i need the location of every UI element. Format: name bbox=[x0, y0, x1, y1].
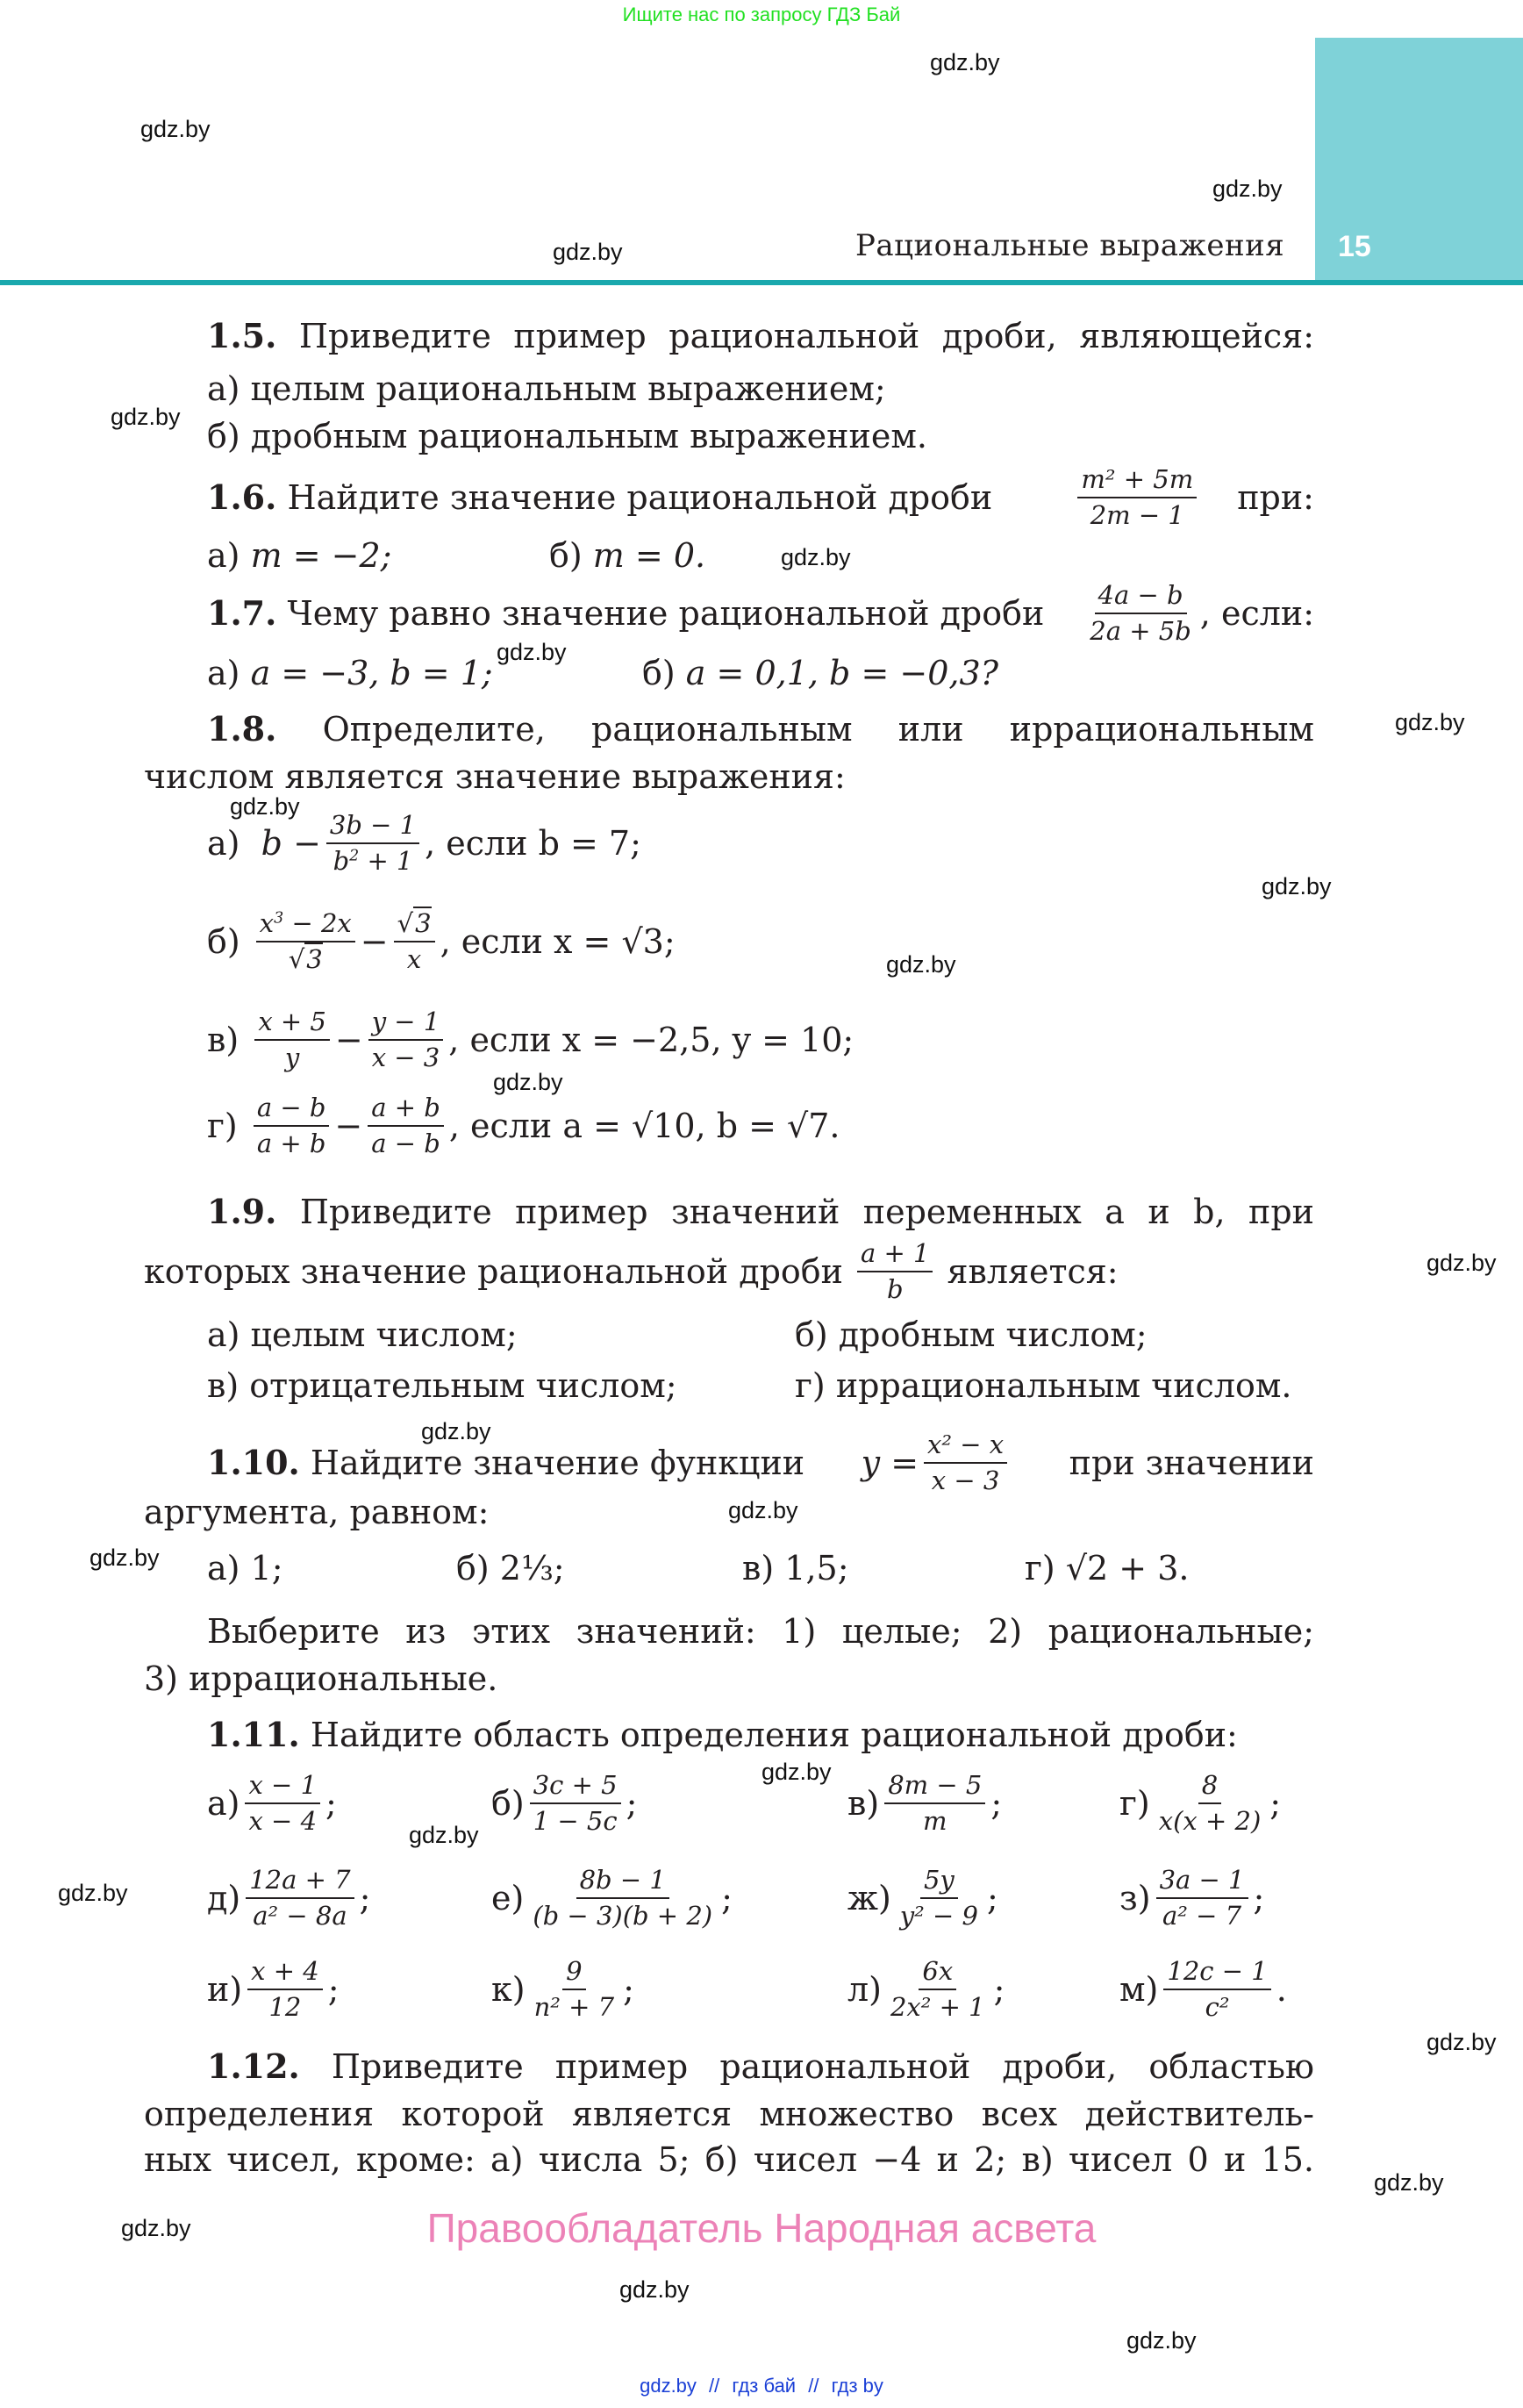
watermark: gdz.by bbox=[230, 793, 300, 820]
domain-item: е) $\frac{8b - 1}{(b - 3)(b + 2)}$ ; bbox=[491, 1865, 733, 1931]
watermark: gdz.by bbox=[421, 1418, 491, 1444]
exercise-tail: при значении bbox=[1069, 1444, 1314, 1483]
exercise-1-10: 1.10. Найдите значение функции y = $\frac{\text{x² − x}}{x - 3}$ при значении bbox=[207, 1430, 1314, 1496]
exercise-tail: , если: bbox=[1199, 594, 1314, 634]
option-b: б) m = 0. bbox=[549, 536, 706, 575]
exercise-text: Найдите область определения рациональной дроби: bbox=[310, 1716, 1238, 1754]
exercise-1-5 bbox=[207, 316, 1314, 355]
domain-item: д) $\frac{12a + 7}{\text{a² − 8a}}$ ; bbox=[207, 1865, 371, 1931]
exercise-text-cont: определения которой является множество всех действитель- bbox=[144, 2095, 1314, 2133]
domain-item: г) $\frac{8}{x(x + 2)}$ ; bbox=[1119, 1770, 1282, 1837]
option-a: а) a = −3, b = 1; bbox=[207, 654, 493, 692]
exercise-number: 1.9. bbox=[207, 1192, 277, 1231]
header-rule bbox=[0, 280, 1523, 285]
exercise-number: 1.10. bbox=[207, 1443, 300, 1483]
watermark: gdz.by bbox=[497, 639, 567, 665]
watermark: gdz.by bbox=[1426, 2029, 1497, 2055]
exercise-text: Определите, рациональным или иррациональным bbox=[322, 710, 1314, 749]
domain-item: л) $\frac{6x}{\text{2x² + 1}}$ ; bbox=[847, 1956, 1005, 2023]
domain-item: з) $\frac{3a - 1}{\text{a² − 7}}$ ; bbox=[1119, 1865, 1265, 1931]
expression-item: в) $\frac{x + 5}{y}$ − $\frac{y - 1}{x - 3}$ , если x = −2,5, y = 10; bbox=[207, 1007, 854, 1073]
exercise-text: Приведите пример значений переменных a и b, при bbox=[299, 1193, 1314, 1231]
expression-item: б) $\frac{x^3 - 2x}{√3}$ − $\frac{√3}{x}$ , если x = √3; bbox=[207, 908, 676, 975]
exercise-tail: при: bbox=[1237, 478, 1314, 518]
option: б) 2⅓; bbox=[456, 1549, 565, 1587]
domain-item: б) $\frac{3c + 5}{1 - 5c}$ ; bbox=[491, 1770, 638, 1837]
exercise-text-cont: Выберите из этих значений: 1) целые; 2) рациональные; bbox=[207, 1612, 1314, 1651]
watermark: gdz.by bbox=[121, 2215, 191, 2241]
separator: // bbox=[709, 2375, 720, 2397]
option: в) 1,5; bbox=[742, 1549, 849, 1587]
exercise-text: Найдите значение рациональной дроби bbox=[287, 478, 993, 518]
option-b: б) a = 0,1, b = −0,3? bbox=[642, 654, 999, 692]
watermark: gdz.by bbox=[58, 1880, 128, 1906]
domain-item: и) $\frac{x + 4}{12}$ ; bbox=[207, 1956, 340, 2023]
domain-item: в) $\frac{8m - 5}{m}$ ; bbox=[847, 1770, 1003, 1837]
expression-item: г) $\frac{a - b}{a + b}$ − $\frac{a + b}{a - b}$ , если a = √10, b = √7. bbox=[207, 1093, 840, 1159]
footer-links bbox=[0, 2375, 1523, 2397]
footer-link[interactable]: гдз by bbox=[831, 2375, 883, 2397]
watermark: gdz.by bbox=[493, 1069, 563, 1095]
watermark: gdz.by bbox=[728, 1497, 798, 1523]
exercise-number: 1.5. bbox=[207, 316, 277, 355]
option-b: б) дробным рациональным выражением. bbox=[207, 417, 927, 455]
exercise-text: Приведите пример рациональной дроби, являющейся: bbox=[298, 317, 1314, 355]
exercise-1-11 bbox=[207, 1715, 1238, 1754]
exercise-text-cont: аргумента, равном: bbox=[144, 1493, 490, 1531]
running-title: Рациональные выражения bbox=[855, 228, 1285, 263]
option: г) иррациональным числом. bbox=[795, 1366, 1292, 1405]
footer-link[interactable]: gdz.by bbox=[640, 2375, 697, 2397]
option: в) отрицательным числом; bbox=[207, 1366, 677, 1405]
option: а) целым числом; bbox=[207, 1315, 518, 1354]
watermark: gdz.by bbox=[140, 116, 211, 142]
exercise-number: 1.12. bbox=[207, 2046, 300, 2086]
domain-item: к) $\frac{9}{\text{n² + 7}}$ ; bbox=[491, 1956, 634, 2023]
top-banner: Ищите нас по запросу ГДЗ Бай bbox=[622, 4, 901, 25]
exercise-1-7 bbox=[207, 581, 1314, 647]
watermark: gdz.by bbox=[409, 1822, 479, 1848]
fraction: $\frac{\text{m² + 5m}}{2m - 1}$ bbox=[1077, 465, 1197, 531]
domain-item: ж) $\frac{5y}{\text{y² − 9}}$ ; bbox=[847, 1865, 998, 1931]
watermark: gdz.by bbox=[1262, 873, 1332, 899]
watermark: gdz.by bbox=[553, 239, 623, 265]
exercise-text: Найдите значение функции bbox=[310, 1444, 805, 1483]
option: г) √2 + 3. bbox=[1025, 1549, 1190, 1587]
exercise-text-cont: ных чисел, кроме: а) числа 5; б) чисел −4 и 2; в) чисел 0 и 15. bbox=[144, 2140, 1314, 2179]
watermark: gdz.by bbox=[1395, 709, 1465, 735]
watermark: gdz.by bbox=[111, 404, 181, 430]
exercise-text-cont: 3) иррациональные. bbox=[144, 1659, 498, 1698]
option-a: а) целым рациональным выражением; bbox=[207, 369, 886, 408]
copyright-notice: Правообладатель Народная асвета bbox=[426, 2205, 1097, 2251]
footer-link[interactable]: гдз бай bbox=[732, 2375, 797, 2397]
exercise-1-12 bbox=[207, 2046, 1314, 2086]
exercise-text: Приведите пример рациональной дроби, областью bbox=[331, 2047, 1314, 2086]
separator: // bbox=[808, 2375, 819, 2397]
option: б) дробным числом; bbox=[795, 1315, 1148, 1354]
exercise-1-9 bbox=[207, 1192, 1314, 1231]
exercise-1-6 bbox=[207, 465, 1314, 531]
watermark: gdz.by bbox=[1426, 1250, 1497, 1276]
fraction: $\frac{4a - b}{2a + 5b}$ bbox=[1090, 580, 1191, 647]
exercise-number: 1.11. bbox=[207, 1715, 300, 1754]
exercise-text-cont: которых значение рациональной дроби $\frac{a + 1}{b}$ является: bbox=[144, 1238, 1119, 1305]
watermark: gdz.by bbox=[89, 1544, 160, 1571]
page-number: 15 bbox=[1338, 230, 1371, 263]
exercise-text-cont: числом является значение выражения: bbox=[144, 757, 846, 796]
exercise-number: 1.7. bbox=[207, 593, 277, 634]
domain-item: м) $\frac{12c - 1}{\text{c²}}$ . bbox=[1119, 1956, 1287, 2023]
watermark: gdz.by bbox=[1374, 2169, 1444, 2196]
watermark: gdz.by bbox=[930, 49, 1000, 75]
watermark: gdz.by bbox=[781, 544, 851, 570]
exercise-number: 1.6. bbox=[207, 477, 277, 518]
domain-item: а) $\frac{x - 1}{x - 4}$ ; bbox=[207, 1770, 337, 1837]
exercise-text: Чему равно значение рациональной дроби bbox=[287, 594, 1045, 634]
option: а) 1; bbox=[207, 1549, 283, 1587]
exercise-number: 1.8. bbox=[207, 709, 277, 749]
option-a: а) m = −2; bbox=[207, 536, 392, 575]
watermark: gdz.by bbox=[762, 1759, 832, 1785]
watermark: gdz.by bbox=[1212, 176, 1283, 202]
watermark: gdz.by bbox=[619, 2276, 690, 2303]
expression-item: а) b − $\frac{3b - 1}{b^2 + 1}$ , если b = 7; bbox=[207, 810, 641, 877]
watermark: gdz.by bbox=[886, 951, 956, 978]
exercise-1-8 bbox=[207, 709, 1314, 749]
watermark: gdz.by bbox=[1126, 2327, 1197, 2354]
